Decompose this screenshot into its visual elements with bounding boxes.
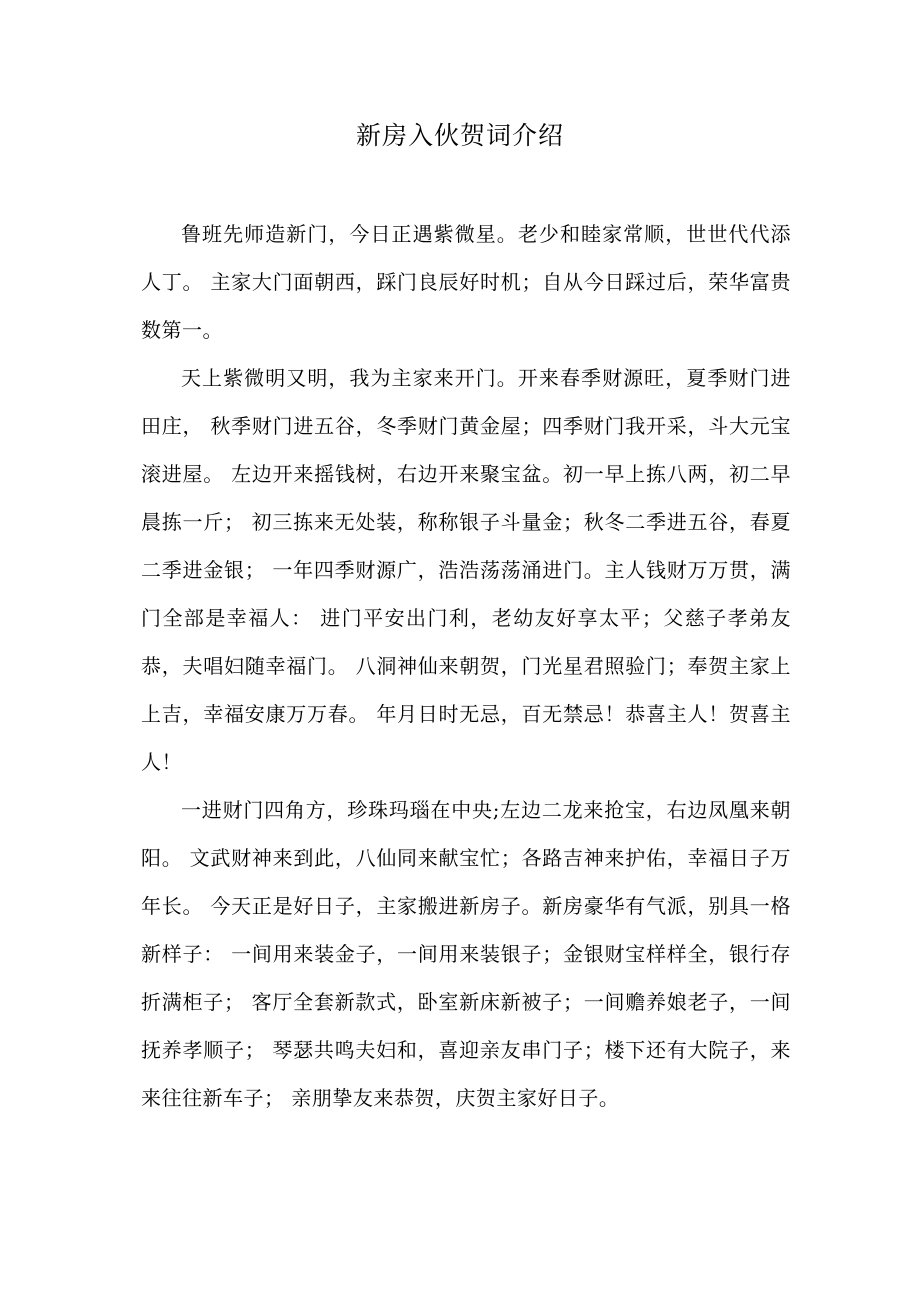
- paragraph-1: 鲁班先师造新门，今日正遇紫微星。老少和睦家常顺，世世代代添人丁。 主家大门面朝西，踩门良辰好时机；自从今日踩过后，荣华富贵数第一。: [141, 222, 791, 342]
- document-body: [141, 210, 791, 1122]
- page-title: 新房入伙贺词介绍: [355, 121, 564, 150]
- paragraph-2: 天上紫微明又明，我为主家来开门。开来春季财源旺，夏季财门进田庄， 秋季财门进五谷，冬季财门黄金屋；四季财门我开采，斗大元宝滚进屋。 左边开来摇钱树，右边开来聚宝盆。初一早上拣八两，初二早晨拣一斤； 初三拣来无处装，称称银子斗量金；秋冬二季进五谷，春夏二季进金银； 一年四季财源广，浩浩荡荡涌进门。主人钱财万万贯，满门全部是幸福人： 进门平安出门利，老幼友好享太平；父慈子孝弟友恭，夫唱妇随幸福门。 八洞神仙来朝贺，门光星君照验门；奉贺主家上上吉，幸福安康万万春。 年月日时无忌，百无禁忌！恭喜主人！贺喜主人！: [141, 366, 791, 774]
- paragraph-3: 一进财门四角方，珍珠玛瑙在中央;左边二龙来抢宝，右边凤凰来朝阳。 文武财神来到此，八仙同来献宝忙；各路吉神来护佑，幸福日子万年长。 今天正是好日子，主家搬进新房子。新房豪华有气派，别具一格新样子： 一间用来装金子，一间用来装银子；金银财宝样样全，银行存折满柜子； 客厅全套新款式，卧室新床新被子；一间赡养娘老子，一间抚养孝顺子； 琴瑟共鸣夫妇和，喜迎亲友串门子；楼下还有大院子，来来往往新车子； 亲朋挚友来恭贺，庆贺主家好日子。: [141, 798, 791, 1110]
